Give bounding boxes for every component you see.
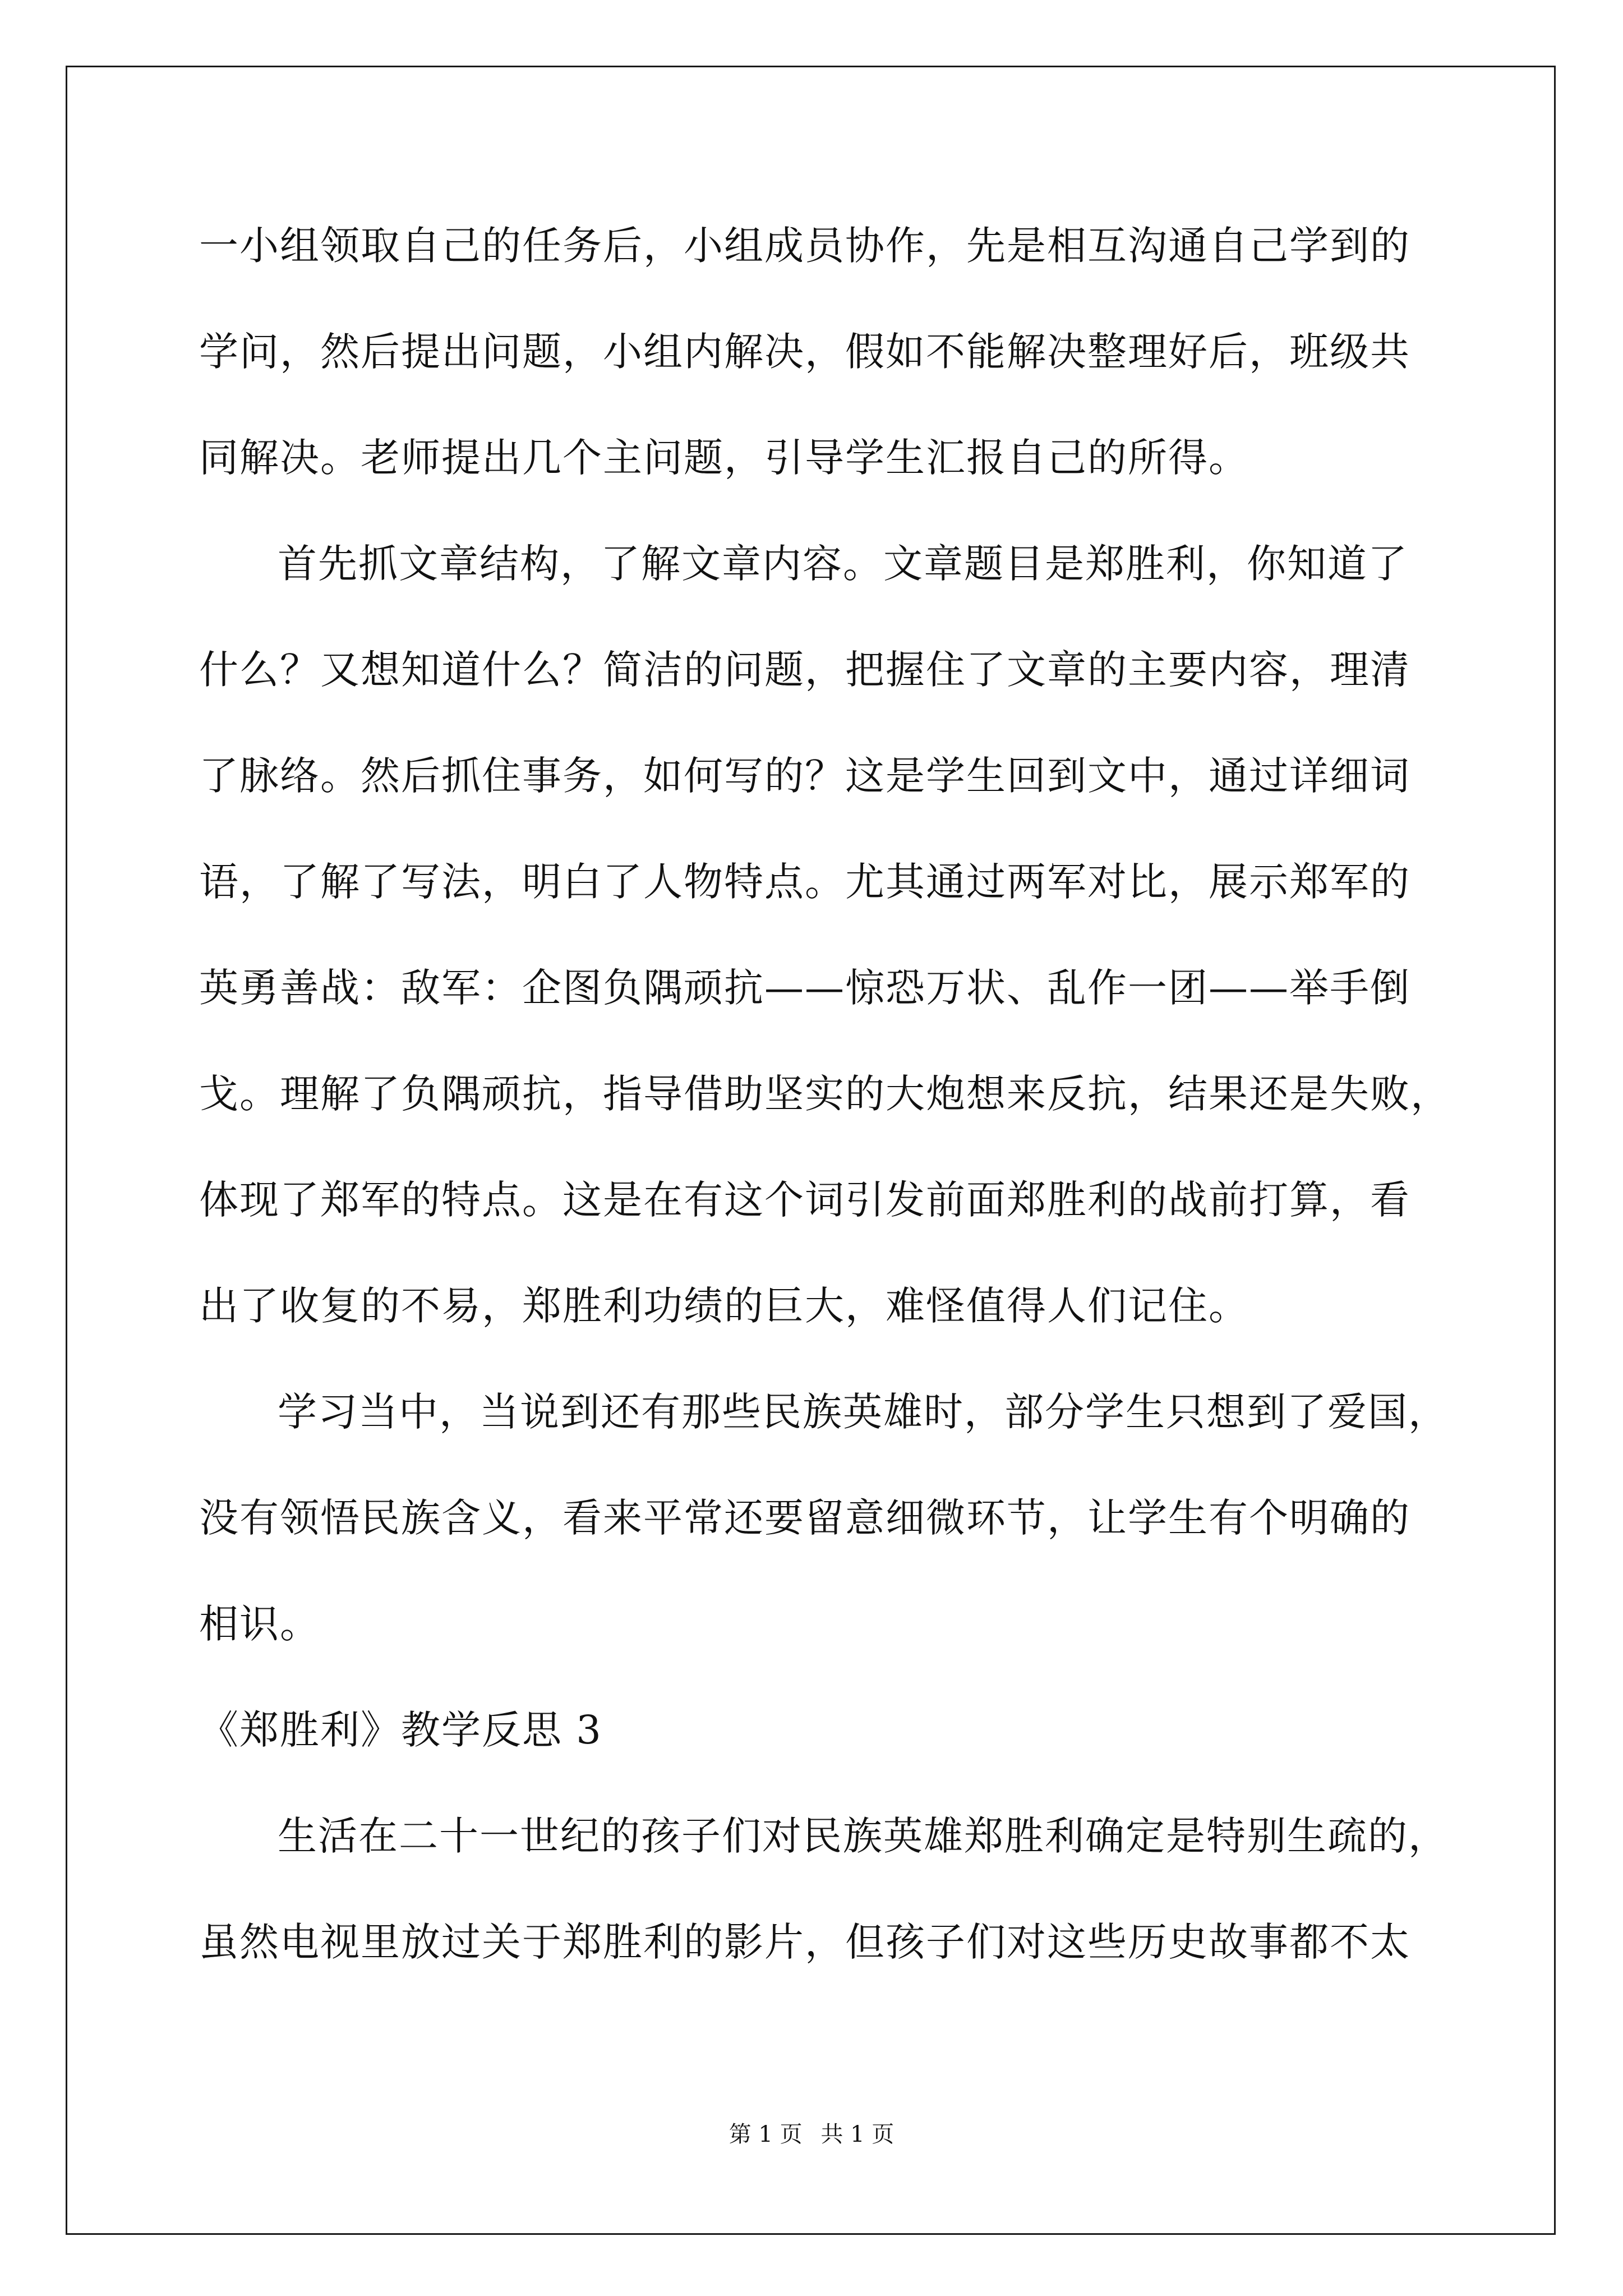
text-line: 出了收复的不易，郑胜利功绩的巨大，难怪值得人们记住。 [199, 1283, 1249, 1329]
text-line: 学问，然后提出问题，小组内解决，假如不能解决整理好后，班级共 [199, 329, 1410, 375]
text-line: 一小组领取自己的任务后，小组成员协作，先是相互沟通自己学到的 [199, 223, 1410, 269]
paragraph-start-line: 学习当中，当说到还有那些民族英雄时，部分学生只想到了爱国， [278, 1389, 1449, 1435]
text-line: 戈。理解了负隅顽抗，指导借助坚实的大炮想来反抗，结果还是失败， [199, 1071, 1451, 1117]
paragraph-start-line: 首先抓文章结构，了解文章内容。文章题目是郑胜利，你知道了 [278, 541, 1408, 587]
text-line: 什么？又想知道什么？简洁的问题，把握住了文章的主要内容，理清 [199, 647, 1410, 693]
page-footer [0, 2118, 1623, 2151]
text-line: 没有领悟民族含义，看来平常还要留意细微环节，让学生有个明确的 [199, 1495, 1410, 1541]
text-line: 语，了解了写法，明白了人物特点。尤其通过两军对比，展示郑军的 [199, 859, 1410, 905]
section-heading: 《郑胜利》教学反思 3 [199, 1707, 602, 1753]
paragraph-start-line: 生活在二十一世纪的孩子们对民族英雄郑胜利确定是特别生疏的， [278, 1813, 1449, 1859]
text-line: 体现了郑军的特点。这是在有这个词引发前面郑胜利的战前打算，看 [199, 1177, 1410, 1223]
text-line: 相识。 [199, 1601, 320, 1647]
page-border [66, 66, 1556, 2235]
text-line: 了脉络。然后抓住事务，如何写的？这是学生回到文中，通过详细词 [199, 753, 1410, 799]
page-number: 第 1 页 [728, 2122, 803, 2147]
text-line: 虽然电视里放过关于郑胜利的影片，但孩子们对这些历史故事都不太 [199, 1919, 1410, 1965]
total-pages: 共 1 页 [820, 2122, 895, 2147]
text-line: 英勇善战：敌军：企图负隅顽抗——惊恐万状、乱作一团——举手倒 [199, 965, 1410, 1011]
text-line: 同解决。老师提出几个主问题，引导学生汇报自己的所得。 [199, 435, 1249, 481]
